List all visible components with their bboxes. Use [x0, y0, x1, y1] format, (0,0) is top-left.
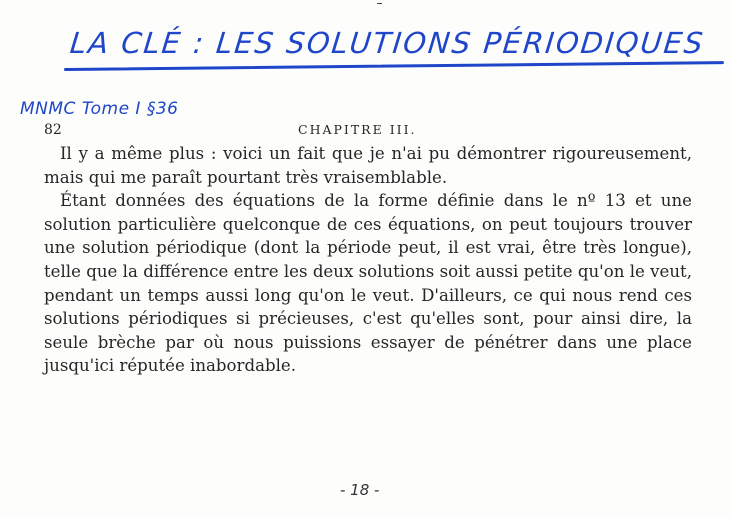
paragraph-2: Étant données des équations de la forme définie dans le nº 13 et une solution particulière quelconque de ces équations, on peut toujours trouver une solution périodique (dont la période peut, il est vrai, être très longue), telle que la différence entre les deux solutions soit aussi petite qu'on le veut, pendant un temps aussi long qu'on le veut. D'ailleurs, ce qui nous rend ces solutions périodiques si précieuses, c'est qu'elles sont, pour ainsi dire, la seule brèche par où nous puissions essayer de pénétrer dans une place jusqu'ici réputée inabordable. [44, 191, 692, 376]
handwritten-reference: MNMC Tome I §36 [20, 99, 179, 119]
footer-page-marker: - 18 - [340, 481, 380, 499]
body-text [44, 142, 692, 378]
scan-mark [377, 3, 382, 4]
handwritten-title: LA CLÉ : LES SOLUTIONS PÉRIODIQUES [68, 26, 707, 60]
page-number: 82 [44, 122, 62, 138]
chapter-heading: CHAPITRE III. [298, 122, 417, 137]
handwritten-underline [64, 61, 724, 71]
paragraph-1: Il y a même plus : voici un fait que je n'ai pu démontrer rigoureusement, mais qui me paraît pourtant très vraisemblable. [44, 144, 692, 187]
